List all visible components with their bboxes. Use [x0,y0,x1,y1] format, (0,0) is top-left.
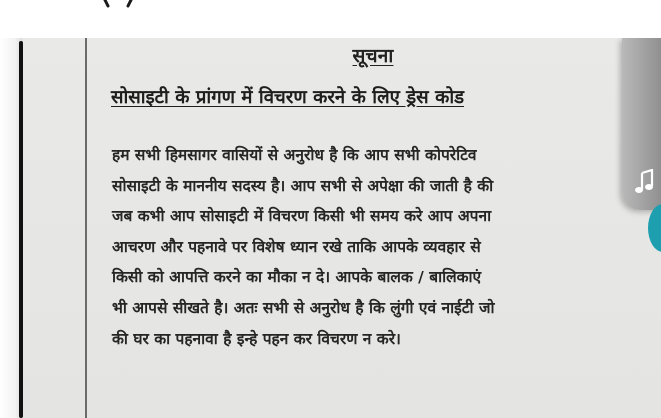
notice-line: भी आपसे सीखते है। अतः सभी से अनुरोध है कि लुंगी एवं नाईटी जो [112,298,495,317]
notice-paper [23,38,661,418]
notice-line: किसी को आपत्ति करने का मौका न दे। आपके बालक / बालिकाएं [112,268,482,287]
notice-line: आचरण और पहनावे पर विशेष ध्यान रखे ताकि आपके व्यवहार से [112,237,481,256]
notice-line: जब कभी आप सोसाइटी में विचरण किसी भी समय करे आप अपना [112,207,492,226]
margin-line [85,38,87,418]
notice-photo [0,38,661,418]
notice-line: की घर का पहनावा है इन्हे पहन कर विचरण न करे। [112,329,401,348]
notice-subtitle: सोसाइटी के प्रांगण में विचरण करने के लिए ड्रेस कोड [111,87,465,108]
music-note-icon[interactable] [634,169,656,195]
notice-title: सूचना [352,45,394,67]
notice-body [112,140,642,354]
notice-line: सोसाइटी के माननीय सदस्य है। आप सभी से अपेक्षा की जाती है की [112,176,494,195]
partial-icon [100,0,136,8]
notice-line: हम सभी हिमसागर वासियों से अनुरोध है कि आप सभी कोपरेटिव [112,146,477,164]
top-bar [0,0,661,38]
page-border [19,41,23,418]
